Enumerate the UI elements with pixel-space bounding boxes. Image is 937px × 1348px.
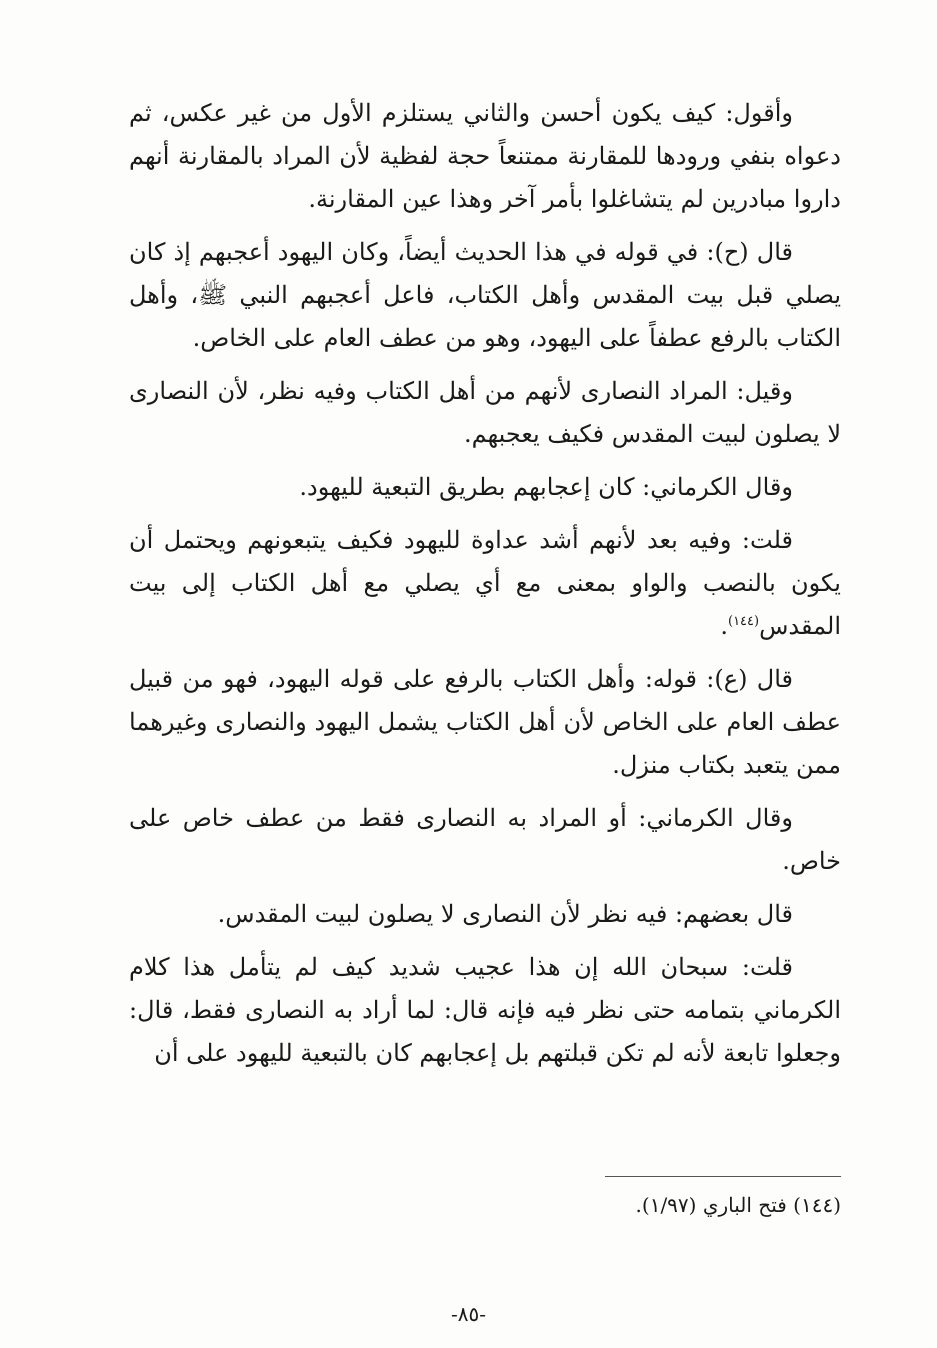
paragraph: وقال الكرماني: كان إعجابهم بطريق التبعية لليهود.: [299, 473, 793, 501]
paragraph: قال (ع): قوله: وأهل الكتاب بالرفع على قوله اليهود، فهو من قبيل عطف العام على الخاص لأن أهل الكتاب يشمل اليهود والنصارى وغيرهما ممن يتعبد بكتاب منزل.: [129, 665, 841, 779]
paragraph: قال بعضهم: فيه نظر لأن النصارى لا يصلون لبيت المقدس.: [217, 900, 793, 928]
footnote-divider: [605, 1176, 841, 1177]
paragraph-with-footnote: [129, 519, 841, 648]
footnote-reference[interactable]: (١٤٤): [728, 614, 760, 629]
paragraph-end: .: [720, 612, 728, 640]
paragraph: قلت: سبحان الله إن هذا عجيب شديد كيف لم يتأمل هذا كلام الكرماني بتمامه حتى نظر فيه فإنه قال: لما أراد به النصارى فقط، قال: وجعلوا تابعة لأنه لم تكن قبلتهم بل إعجابهم كان بالتبعية لليهود على أن: [129, 953, 841, 1067]
paragraph: وقال الكرماني: أو المراد به النصارى فقط من عطف خاص على خاص.: [129, 804, 841, 875]
paragraph-text: قلت: وفيه بعد لأنهم أشد عداوة لليهود فكيف يتبعونهم ويحتمل أن يكون بالنصب والواو بمعنى مع أي يصلي مع أهل الكتاب إلى بيت المقدس: [129, 526, 841, 640]
paragraph: قال (ح): في قوله في هذا الحديث أيضاً، وكان اليهود أعجبهم إذ كان يصلي قبل بيت المقدس وأهل الكتاب، فاعل أعجبهم النبي ﷺ، وأهل الكتاب بالرفع عطفاً على اليهود، وهو من عطف العام على الخاص.: [129, 238, 841, 352]
paragraph: وأقول: كيف يكون أحسن والثاني يستلزم الأول من غير عكس، ثم دعواه بنفي ورودها للمقارنة ممتنعاً حجة لفظية لأن المراد بالمقارنة أنهم داروا مبادرين لم يتشاغلوا بأمر آخر وهذا عين المقارنة.: [129, 99, 841, 213]
paragraph: وقيل: المراد النصارى لأنهم من أهل الكتاب وفيه نظر، لأن النصارى لا يصلون لبيت المقدس فكيف يعجبهم.: [129, 377, 841, 448]
footnote: (١٤٤) فتح الباري (١/٩٧).: [635, 1193, 841, 1217]
body-text: [129, 92, 841, 1085]
page-number: -٨٥-: [450, 1302, 486, 1326]
